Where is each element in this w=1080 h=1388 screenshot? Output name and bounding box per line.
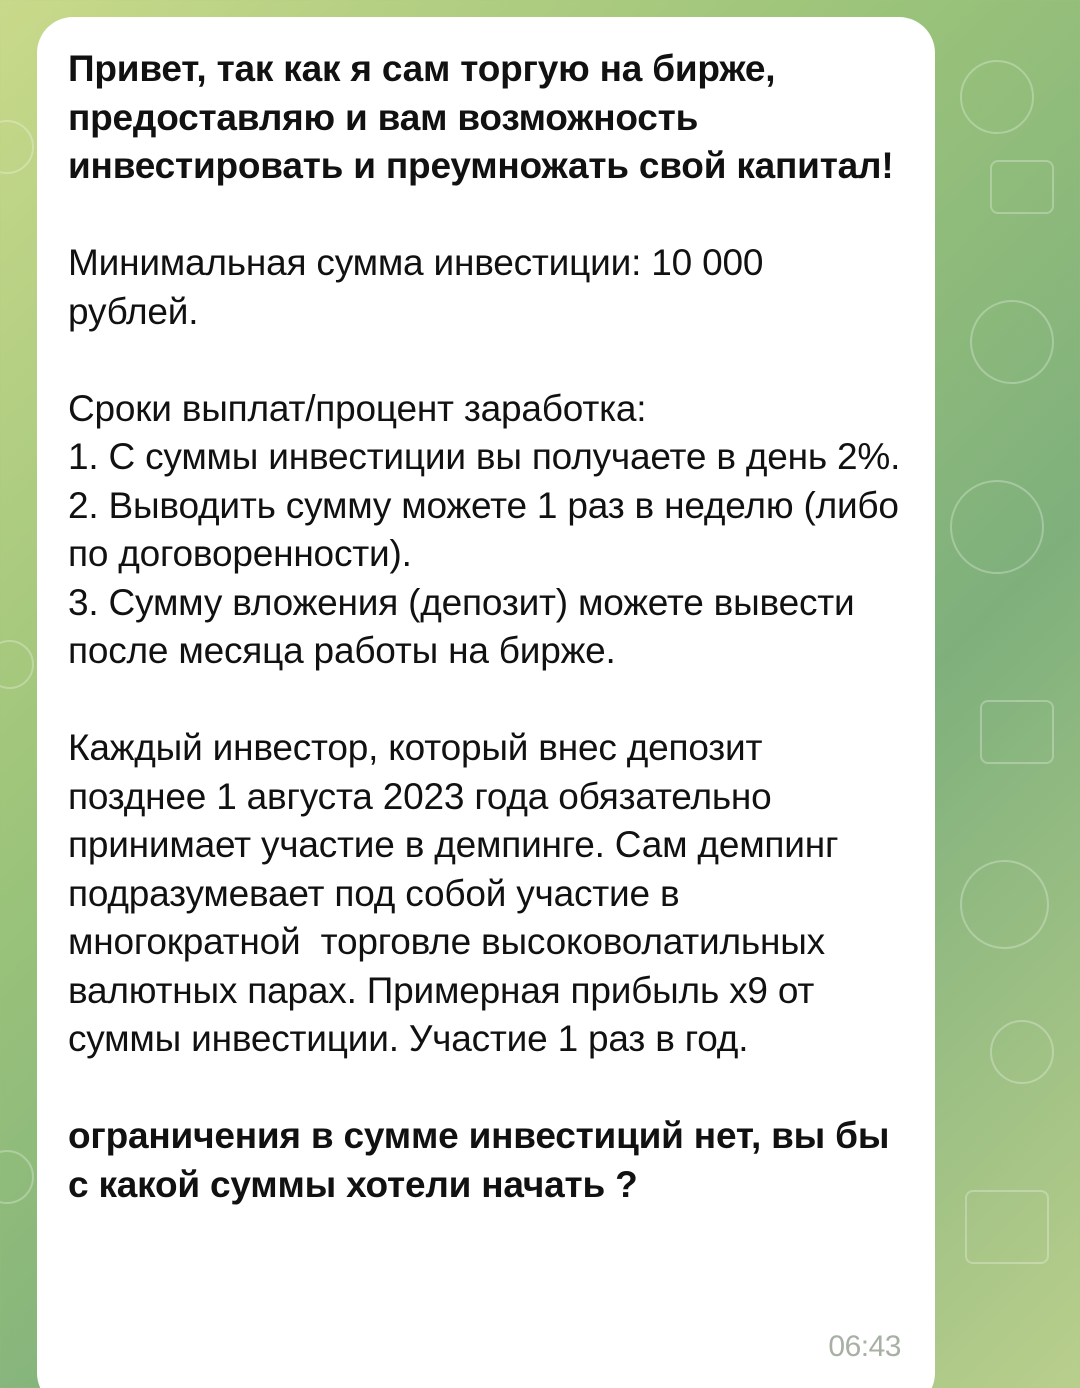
doodle-circle bbox=[0, 120, 34, 174]
message-timestamp: 06:43 bbox=[828, 1330, 901, 1363]
message-term-3: 3. Сумму вложения (депозит) можете вывести после месяца работы на бирже. bbox=[68, 581, 865, 671]
doodle-circle bbox=[970, 300, 1054, 384]
doodle-circle bbox=[960, 60, 1034, 134]
message-intro: Привет, так как я сам торгую на бирже, предоставляю и вам возможность инвестировать и преумножать свой капитал! bbox=[68, 48, 894, 186]
doodle-circle bbox=[0, 1150, 34, 1204]
doodle-square bbox=[980, 700, 1054, 764]
message-terms-title: Сроки выплат/процент заработка: bbox=[68, 387, 647, 429]
doodle-square bbox=[990, 160, 1054, 214]
message-term-1: 1. С суммы инвестиции вы получаете в день 2%. bbox=[68, 436, 901, 477]
message-bubble[interactable] bbox=[37, 17, 935, 1388]
doodle-circle bbox=[950, 480, 1044, 574]
message-term-2: 2. Выводить сумму можете 1 раз в неделю (либо по договоренности). bbox=[68, 484, 909, 574]
doodle-square bbox=[965, 1190, 1049, 1264]
doodle-circle bbox=[990, 1020, 1054, 1084]
doodle-circle bbox=[0, 640, 34, 689]
message-closing: ограничения в сумме инвестиций нет, вы бы с какой суммы хотели начать ? bbox=[68, 1115, 900, 1205]
message-min-amount: Минимальная сумма инвестиции: 10 000 рублей. bbox=[68, 242, 774, 332]
message-text bbox=[68, 45, 909, 1209]
doodle-circle bbox=[960, 860, 1049, 949]
message-dumping: Каждый инвестор, который внес депозит позднее 1 августа 2023 года обязательно принимает участие в демпинге. Сам демпинг подразумевает под собой участие в многократной торговле высоковолатильных валютных парах. Примерная прибыль х9 от суммы инвестиции. Участие 1 раз в год. bbox=[68, 727, 849, 1059]
